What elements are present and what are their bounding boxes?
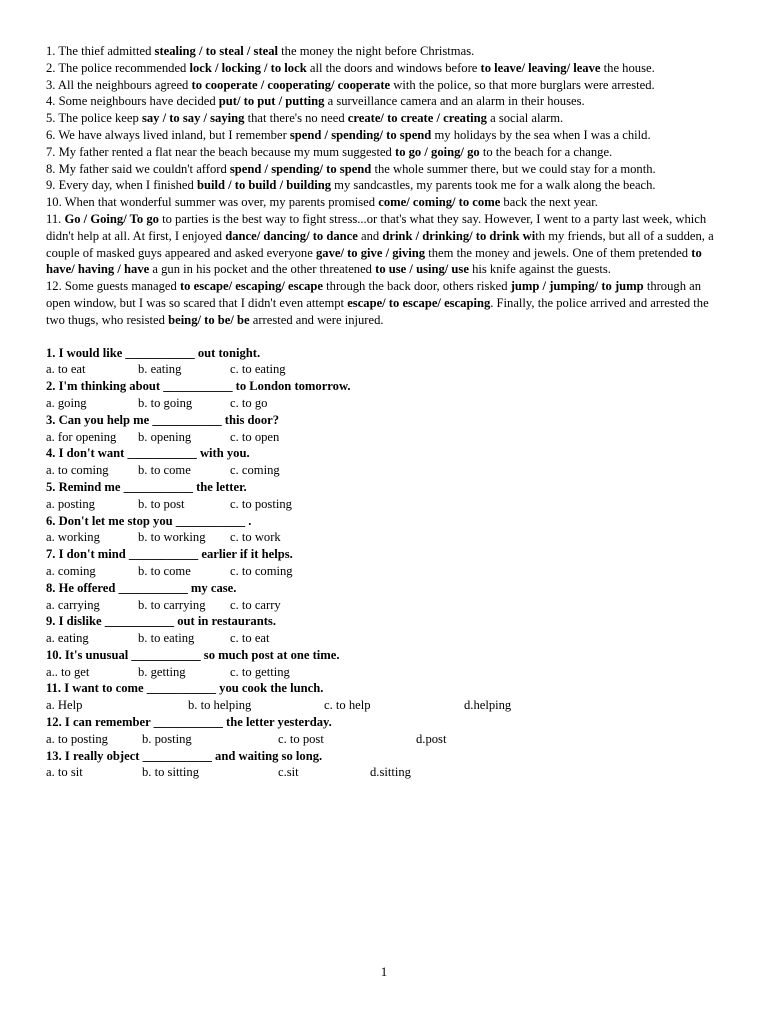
- answer-option[interactable]: c. to getting: [230, 664, 290, 679]
- sentence-text: through the back door, others risked: [323, 279, 511, 294]
- verb-options: Go / Going/ To go: [64, 211, 159, 226]
- answer-option[interactable]: c. to eat: [230, 631, 270, 646]
- answer-option[interactable]: c. to post: [278, 731, 324, 746]
- answer-options: [46, 462, 726, 479]
- answer-option[interactable]: a. to sit: [46, 765, 83, 780]
- answer-option[interactable]: b. posting: [142, 731, 192, 746]
- question: 3. Can you help me ___________ this door?: [46, 412, 280, 427]
- exercise-sentence: [46, 127, 726, 144]
- question: 12. I can remember ___________ the letter yesterday.: [46, 715, 332, 730]
- question: 4. I don't want ___________ with you.: [46, 446, 250, 461]
- sentence-text: 9. Every day, when I finished: [46, 178, 197, 193]
- exercise-sentence: [46, 77, 726, 94]
- verb-options: to have/ having / have: [46, 245, 702, 277]
- answer-option[interactable]: c.sit: [278, 765, 299, 780]
- sentence-text: the whole summer there, but we could stay for a month.: [371, 161, 656, 176]
- sentence-text: to the beach for a change.: [479, 144, 613, 159]
- answer-option[interactable]: c. to work: [230, 530, 281, 545]
- answer-options: [46, 630, 726, 647]
- sentence-text: with the police, so that more burglars were arrested.: [390, 77, 655, 92]
- answer-options: [46, 361, 726, 378]
- sentence-text: my holidays by the sea when I was a child.: [431, 127, 651, 142]
- verb-options: stealing / to steal / steal: [154, 44, 279, 58]
- answer-option[interactable]: a. coming: [46, 563, 96, 578]
- exercise-part-2: [46, 345, 726, 782]
- sentence-text: 6. We have always lived inland, but I remember: [46, 127, 290, 142]
- answer-options: [46, 664, 726, 681]
- verb-options: to go / going/ go: [395, 144, 480, 159]
- answer-option[interactable]: c. to coming: [230, 563, 293, 578]
- sentence-text: 1. The thief admitted: [46, 44, 155, 58]
- answer-option[interactable]: a. working: [46, 530, 100, 545]
- answer-option[interactable]: b. to come: [138, 463, 191, 478]
- sentence-text: them the money and jewels. One of them pretended: [425, 245, 692, 260]
- answer-option[interactable]: c. to open: [230, 429, 280, 444]
- answer-options: [46, 597, 726, 614]
- exercise-sentence: [46, 60, 726, 77]
- exercise-sentence: [46, 110, 726, 127]
- sentence-text: th my friends, but all of a sudden, a couple of masked guys appeared and asked everyone: [46, 228, 714, 260]
- answer-option[interactable]: a. carrying: [46, 597, 100, 612]
- answer-option[interactable]: a. for opening: [46, 429, 117, 444]
- answer-option[interactable]: b. to eating: [138, 631, 195, 646]
- sentence-text: to parties is the best way to fight stress...or that's what they say. However, I went to a party last week, which didn't help at all. At first, I enjoyed: [46, 211, 707, 243]
- sentence-text: a gun in his pocket and the other threatened: [149, 262, 376, 277]
- sentence-text: 5. The police keep: [46, 111, 142, 126]
- answer-options: [46, 563, 726, 580]
- sentence-text: 3. All the neighbours agreed: [46, 77, 192, 92]
- verb-options: spend / spending/ to spend: [289, 127, 432, 142]
- question: 8. He offered ___________ my case.: [46, 580, 237, 595]
- sentence-text: my sandcastles, my parents took me for a walk along the beach.: [331, 178, 656, 193]
- verb-options: create/ to create / creating: [347, 111, 487, 126]
- question: 7. I don't mind ___________ earlier if it helps.: [46, 547, 293, 562]
- sentence-text: all the doors and windows before: [306, 60, 481, 75]
- answer-option[interactable]: a. Help: [46, 698, 83, 713]
- verb-options: put/ to put / putting: [218, 94, 325, 109]
- sentence-text: 4. Some neighbours have decided: [46, 94, 219, 109]
- verb-options: come/ coming/ to come: [378, 195, 501, 210]
- answer-options: [46, 429, 726, 446]
- sentence-text: through an open window, but I was so scared that I didn't even attempt: [46, 279, 702, 310]
- sentence-text: back the next year.: [500, 195, 598, 210]
- answer-options: [46, 529, 726, 546]
- sentence-text: 8. My father said we couldn't afford: [46, 161, 230, 176]
- sentence-text: a social alarm.: [486, 111, 564, 126]
- verb-options: drink / drinking/ to drink wi: [382, 228, 536, 243]
- answer-option[interactable]: a. to eat: [46, 362, 86, 377]
- sentence-text: his knife against the guests.: [468, 262, 611, 277]
- question: 11. I want to come ___________ you cook the lunch.: [46, 681, 324, 696]
- sentence-text: that there's no need: [244, 111, 348, 126]
- answer-option[interactable]: b. getting: [138, 664, 186, 679]
- verb-options: gave/ to give / giving: [315, 245, 426, 260]
- answer-options: [46, 697, 726, 714]
- sentence-text: a surveillance camera and an alarm in their houses.: [324, 94, 585, 109]
- question: 10. It's unusual ___________ so much post at one time.: [46, 647, 340, 662]
- exercise-sentence: [46, 194, 726, 211]
- sentence-text: 7. My father rented a flat near the beach because my mum suggested: [46, 144, 395, 159]
- section-gap: [46, 329, 726, 345]
- answer-option[interactable]: c. to go: [230, 395, 268, 410]
- answer-options: [46, 395, 726, 412]
- answer-option[interactable]: b. to helping: [188, 698, 252, 713]
- verb-options: dance/ dancing/ to dance: [225, 228, 358, 243]
- document-page: [46, 43, 726, 781]
- verb-options: build / to build / building: [196, 178, 332, 193]
- answer-option[interactable]: a. going: [46, 395, 87, 410]
- answer-option[interactable]: a. eating: [46, 631, 89, 646]
- answer-option[interactable]: b. to come: [138, 563, 191, 578]
- answer-option[interactable]: d.helping: [464, 698, 512, 713]
- answer-option[interactable]: d.sitting: [370, 765, 411, 780]
- verb-options: say / to say / saying: [141, 111, 245, 126]
- answer-option[interactable]: b. eating: [138, 362, 182, 377]
- answer-option[interactable]: a. posting: [46, 496, 95, 511]
- sentence-text: . Finally, the police arrived and arrested the two thugs, who resisted: [46, 295, 709, 327]
- verb-options: being/ to be/ be: [168, 312, 250, 327]
- answer-option[interactable]: c. coming: [230, 463, 280, 478]
- verb-options: to leave/ leaving/ leave: [480, 60, 601, 75]
- exercise-sentence: [46, 144, 726, 161]
- answer-option[interactable]: b. to sitting: [142, 765, 200, 780]
- page-number: 1: [380, 964, 388, 979]
- question: 13. I really object ___________ and waiting so long.: [46, 748, 323, 763]
- answer-option[interactable]: a. to posting: [46, 731, 108, 746]
- verb-options: to use / using/ use: [375, 262, 469, 277]
- question: 5. Remind me ___________ the letter.: [46, 479, 247, 494]
- question: 6. Don't let me stop you ___________ .: [46, 513, 252, 528]
- answer-options: [46, 496, 726, 513]
- answer-option[interactable]: c. to help: [324, 698, 371, 713]
- exercise-sentence: [46, 161, 726, 178]
- exercise-sentence: [46, 278, 726, 328]
- verb-options: to cooperate / cooperating/ cooperate: [191, 77, 391, 92]
- answer-option[interactable]: c. to posting: [230, 496, 292, 511]
- verb-options: escape/ to escape/ escaping: [347, 295, 491, 310]
- answer-option[interactable]: b. to post: [138, 496, 185, 511]
- answer-option[interactable]: b. to working: [138, 530, 206, 545]
- question: 9. I dislike ___________ out in restaurants.: [46, 614, 276, 629]
- answer-option[interactable]: c. to eating: [230, 362, 286, 377]
- verb-options: jump / jumping/ to jump: [510, 279, 644, 294]
- sentence-text: 12. Some guests managed: [46, 279, 180, 294]
- answer-option[interactable]: d.post: [416, 731, 447, 746]
- sentence-text: and: [357, 228, 383, 243]
- sentence-text: the house.: [600, 60, 655, 75]
- question: 1. I would like ___________ out tonight.: [46, 345, 261, 360]
- answer-option[interactable]: a. to coming: [46, 463, 109, 478]
- answer-options: [46, 764, 726, 781]
- exercise-sentence: [46, 177, 726, 194]
- question: 2. I'm thinking about ___________ to London tomorrow.: [46, 379, 351, 394]
- sentence-text: 2. The police recommended: [46, 60, 190, 75]
- answer-option[interactable]: b. to going: [138, 395, 193, 410]
- exercise-sentence: [46, 93, 726, 110]
- sentence-text: 11.: [46, 211, 65, 226]
- answer-option[interactable]: b. opening: [138, 429, 192, 444]
- exercise-sentence: [46, 43, 726, 60]
- verb-options: to escape/ escaping/ escape: [179, 279, 324, 294]
- sentence-text: 10. When that wonderful summer was over, my parents promised: [46, 195, 379, 210]
- answer-options: [46, 731, 726, 748]
- sentence-text: arrested and were injured.: [249, 312, 384, 327]
- answer-option[interactable]: b. to carrying: [138, 597, 206, 612]
- exercise-sentence: [46, 211, 726, 278]
- verb-options: spend / spending/ to spend: [229, 161, 372, 176]
- answer-option[interactable]: c. to carry: [230, 597, 281, 612]
- verb-options: lock / locking / to lock: [189, 60, 307, 75]
- exercise-part-1: [46, 43, 726, 329]
- answer-option[interactable]: a.. to get: [46, 664, 90, 679]
- sentence-text: the money the night before Christmas.: [278, 44, 475, 58]
